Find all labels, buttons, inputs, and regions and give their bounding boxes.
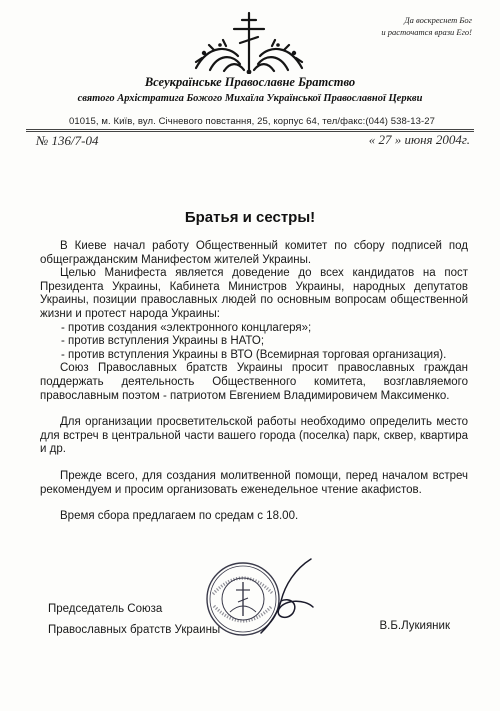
paragraph: В Киеве начал работу Общественный комитет по сбору подписей под общегражданским Манифестом жителей Украины. xyxy=(40,240,468,266)
paragraph: Союз Православных братств Украины просит православных граждан поддержать деятельность Общественного комитета, возглавляемого православным поэтом - патриотом Евгением Владимировичем Максименко. xyxy=(40,362,468,402)
paragraph: Время сбора предлагаем по средам с 18.00. xyxy=(60,510,299,523)
paragraph: Для организации просветительской работы необходимо определить место для встреч в центральной части вашего города (поселка) парк, сквер, квартира и др. xyxy=(40,416,468,456)
signatory-name: В.Б.Лукияник xyxy=(379,620,450,632)
paragraph: Прежде всего, для создания молитвенной помощи, перед началом встреч рекомендуем и просим организовать еженедельное чтение акафистов. xyxy=(40,469,468,496)
signatory-title xyxy=(48,599,220,641)
list-item: - против вступления Украины в НАТО; xyxy=(61,335,265,348)
signatory-title-line-1: Председатель Союза xyxy=(48,603,163,615)
orthodox-cross-icon xyxy=(174,10,324,74)
divider-rule xyxy=(26,129,474,130)
organization-name: Всеукраїнське Православне Братство xyxy=(144,75,356,89)
list-item: - против создания «электронного концлагеря»; xyxy=(61,321,312,334)
motto-line-2: и расточатся врази Его! xyxy=(381,27,472,37)
list-item: - против вступления Украины в ВТО (Всемирная торговая организация). xyxy=(61,348,447,361)
letter-body xyxy=(40,240,468,524)
reference-number: № 136/7-04 xyxy=(36,133,99,148)
handwritten-signature-icon xyxy=(255,555,325,637)
motto-line-1: Да воскреснет Бог xyxy=(404,15,472,25)
letter-heading: Братья и сестры! xyxy=(184,209,316,226)
address-line: 01015, м. Київ, вул. Січневого повстання, 25, корпус 64, тел/факс:(044) 538-13-27 xyxy=(68,116,435,127)
motto xyxy=(332,14,472,38)
signatory-title-line-2: Православных братств Украины xyxy=(48,624,221,636)
letter-date: « 27 » июня 2004г. xyxy=(368,132,470,147)
organization-subtitle: святого Архістратига Божого Михаїла Української Православної Церкви xyxy=(77,93,423,104)
paragraph: Целью Манифеста является доведение до всех кандидатов на пост Президента Украины, Кабинета Министров Украины, народных депутатов Украины, позиции православных людей по основным вопросам общественной жизни и протест народа Украины: xyxy=(40,267,468,320)
